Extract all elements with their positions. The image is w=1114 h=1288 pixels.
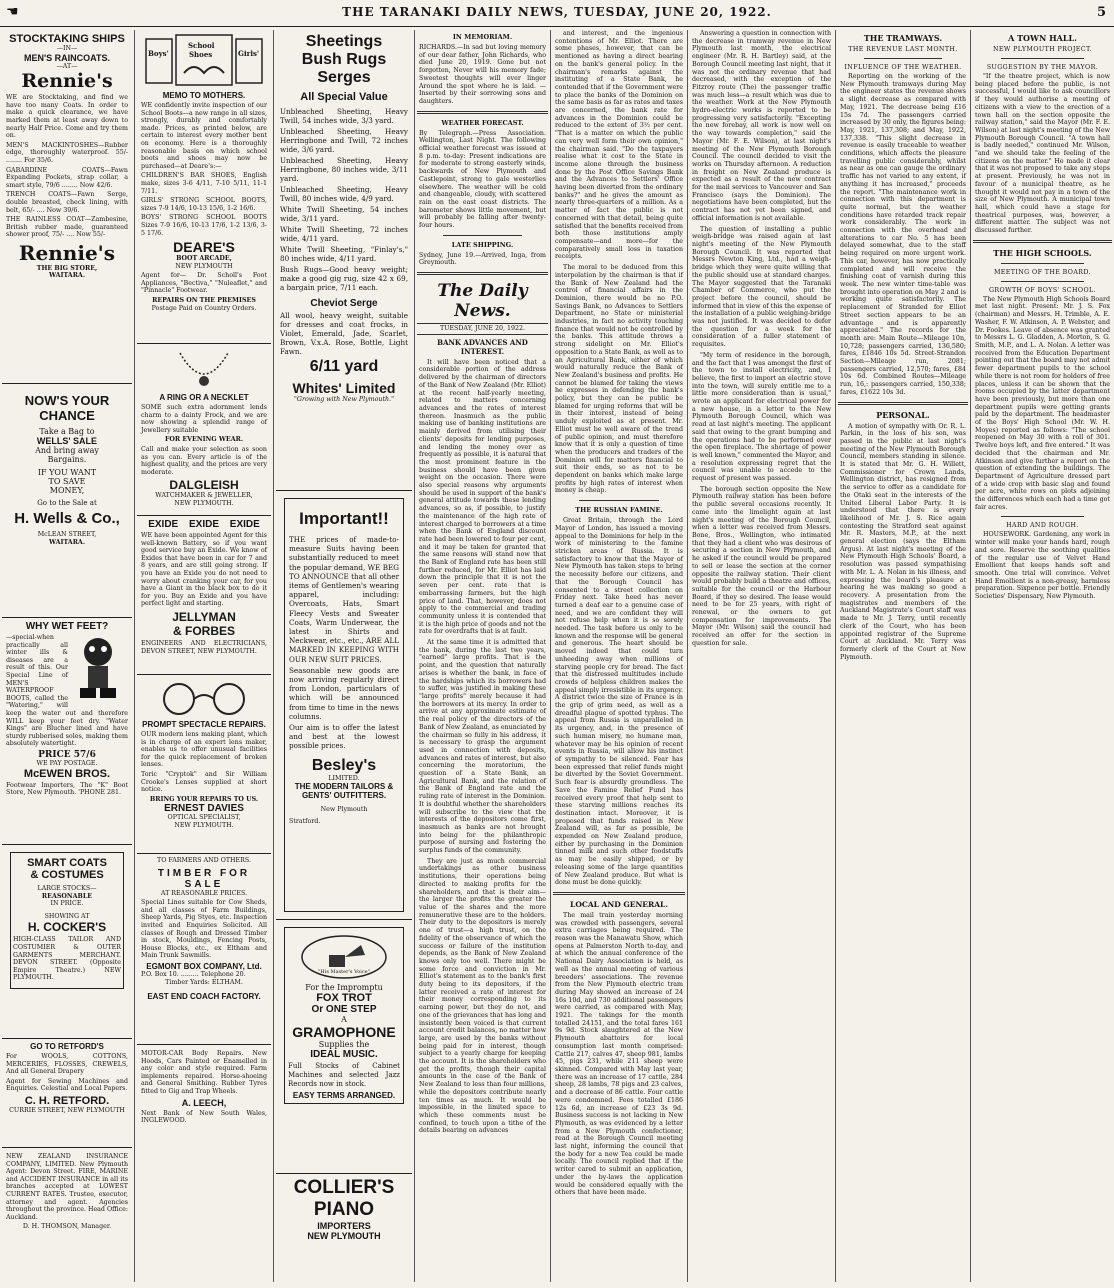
ad-line: Take a Bag to xyxy=(39,427,95,436)
ad-heading: GRAMOPHONE xyxy=(292,1024,396,1040)
ad-line: NEW PLYMOUTH xyxy=(307,1231,381,1241)
shop-name: ERNEST DAVIES xyxy=(164,803,244,815)
shop-address: NEW PLYMOUTH. xyxy=(174,821,234,829)
paragraph: The borough section opposite the New Plymouth railway station has been before the public several occasions recently. It came into the limelight again at last night's meeting of the Borough Council, when a letter was received from Messrs. Bone, Bros., Wellington, who intimated that they had a client who was desirous of securing a section in New Plymouth, and he asked if the council would be prepared to sell or lease the section at the corner opposite the railway station. Their client would probably build a theatre and offices, suitable for the council or the Harbour Board, if they so desired. The lease would need to be for 25 years, with right of renewal, or the owners to get compensation for improvements. The Mayor (Mr. Wilson) said the council had received an offer for the section in question for sale. xyxy=(692,485,831,647)
section-heading: LOCAL AND GENERAL. xyxy=(570,899,668,909)
shop-name: H. Wells & Co., xyxy=(14,510,120,527)
ad-body: NEW ZEALAND INSURANCE COMPANY, LIMITED. New Plymouth Agent: Devon Street. FIRE, MARINE and ACCIDENT INSURANCE in all its branches accepted at LOWEST CURRENT RATES. Trustee, executor, attorney and agent. Agencies throughout the province. Head Office: Auckland. xyxy=(6,1153,128,1221)
pointing-hand-icon: ☚ xyxy=(6,4,19,20)
ad-heading: GO TO RETFORD'S xyxy=(30,1042,104,1051)
column-rule xyxy=(687,30,688,1282)
shop-address: New Plymouth xyxy=(320,806,368,814)
ad-line: IN PRICE. xyxy=(50,900,84,908)
masthead xyxy=(0,0,1114,27)
ad-subheading: MEN'S RAINCOATS. xyxy=(24,52,110,63)
ad-heading: CHANCE xyxy=(39,408,95,423)
ad-body: Agent for Sewing Machines and Enquiries. Celestial and Local Papers. xyxy=(6,1077,128,1093)
editorial-heading: BANK ADVANCES AND INTEREST. xyxy=(437,337,528,356)
ad-heading: Or ONE STEP xyxy=(311,1004,377,1015)
local-news xyxy=(555,912,683,1197)
shop-name: Rennie's xyxy=(21,70,113,93)
divider xyxy=(864,58,942,59)
shop-name: DALGLEISH xyxy=(169,478,239,493)
paragraph: HOUSEWORK. Gardening, any work in winter will make your hands hard, rough and sore. Reserve the soothing qualities of the regular use of Velvet Hand Emollient that keeps hands soft and smooth. One trial will convince. Velvet Hand Emollient is a non-greasy, harmless preparation. Sixpence per bottle. Friendly Societies' Dispensary, New Plymouth. xyxy=(975,531,1110,601)
ad-heading: A RING OR A NECKLET xyxy=(159,393,249,402)
page-number: 5 xyxy=(1096,5,1106,20)
shop-name: DEARE'S xyxy=(173,239,235,256)
ad-line: WELLS' SALE xyxy=(36,436,98,446)
ad-price: PRICE 57/6 xyxy=(38,749,96,760)
column-6 xyxy=(690,30,833,1282)
memoriam-notice: RICHARDS.—In sad but loving memory of our dear father, John Richards, who died June 20, 1919. Gone but not forgotten, Never will his memory fade; Sweetest thoughts will ever linger Around the spot where he is laid. —Inserted by their sorrowing sons and daughters. xyxy=(419,44,546,105)
divider xyxy=(417,111,548,114)
ad-line: TO SAVE xyxy=(48,477,86,486)
ad-heading: TIMBER FOR SALE xyxy=(157,867,251,890)
paragraph: "If the theatre project, which is now being placed before the public, is not successful, I would like to ask councillors if they would authorise a meeting of citizens with a view to the erection of a town hall on the section opposite the railway station," said the Mayor (Mr. F. E. Wilson) at last night's meeting of the New Plymouth Borough Council. "A town hall is badly needed," continued Mr. Wilson, "and we should take the feeling of the citizens on the matter." He made it clear that it was not proposed to take any steps at present. Previously, he was not in favour of a municipal theatre, as he thought it would not pay in a town of the size of New Plymouth. A municipal town hall, which could have a stage for theatrical purposes, was, however, a different matter. The subject was not discussed further. xyxy=(975,73,1110,235)
ad-item: BOYS' STRONG SCHOOL BOOTS Sizes 7-9 16/6, 10-13 17/6, 1-2 13/6, 3-5 17/6. xyxy=(141,214,267,237)
shop-name: EGMONT BOX COMPANY, Ltd. xyxy=(146,961,262,971)
ad-heading: NOW'S YOUR xyxy=(24,393,110,408)
sign-label: School xyxy=(188,41,215,50)
paragraph: and interest, and the ingenious contentions of Mr. Elliot. There are some phases, however, that can be mentioned as having a direct bearing on the bank's general policy. In the chairman's remarks against the instituting of a State Bank, he contended that if the Government were to place the banks of the Dominion on the same basis as far as rates and taxes are concerned, the bank rate for advances in the Dominion could be reduced to the extent of 3½ per cent. "That is a matter on which the public can very well form their own opinion," the chairman said. "Do the taxpayers realise what it cost to the State in income alone through the business done by the Post Office Savings Bank and the Advances to Settlers' Office having been diverted from the ordinary banks?" and he gives the amount as nearly three-quarters of a million. As a matter of fact the public is not concerned with that detail, being quite satisfied that the benefits received from both those institutions amply compensate—and more—for the comparatively small loss in taxation receipts. xyxy=(555,30,683,261)
ad-line: IF YOU WANT xyxy=(37,468,97,477)
high-schools-article xyxy=(975,296,1110,512)
divider xyxy=(973,240,1112,243)
weather-forecast: By Telegraph.—Press Association. Wellington, Last Night. The following official weather forecast was issued at 8 p.m. to-day: Present indications are for moderate to strong easterly winds, backwards of New Plymouth and Castlepoint, strong to gale westerlies elsewhere. The weather will be cold and changeable, cloudy, with scattered rain on the east coast districts. The barometer shows little movement, but will probably be falling after twenty-four hours. xyxy=(419,129,546,230)
ad-heading: EXIDE EXIDE EXIDE xyxy=(148,519,260,530)
tramways-article xyxy=(840,73,966,397)
shop-address: LIMITED. xyxy=(328,774,360,782)
sign-label: Boys' xyxy=(148,49,169,58)
ad-body: All wool, heavy weight, suitable for dresses and coat frocks, in Violet, Emerald, Jade, Scarlet, Brown, V.x.A. Rose, Bottle, Light Fawn. xyxy=(280,311,408,356)
section-heading: PERSONAL. xyxy=(876,409,930,420)
sign-label: Girls' xyxy=(238,49,260,58)
retford-advert xyxy=(2,1039,132,1148)
rennies-advert xyxy=(2,30,132,384)
ad-line: For the Impromptu xyxy=(305,983,383,992)
divider xyxy=(1001,516,1084,517)
ad-price: 6/11 yard xyxy=(309,358,379,375)
ad-heading: & COSTUMES xyxy=(30,869,104,881)
column-4 xyxy=(417,30,548,1282)
ad-line: D. H. THOMSON, Manager. xyxy=(22,1223,112,1231)
ad-heading: FOX TROT xyxy=(316,992,372,1004)
shop-name: A. LEECH, xyxy=(181,1097,227,1108)
column-rule xyxy=(134,30,135,1282)
section-subheading: SUGGESTION BY THE MAYOR. xyxy=(986,64,1099,71)
council-news xyxy=(692,30,831,648)
his-masters-voice-logo xyxy=(299,933,389,981)
ad-item: Unbleached Sheeting, Heavy Twill, 54 inches wide, 3/3 yard. xyxy=(280,107,408,125)
section-heading: IN MEMORIAM. xyxy=(452,33,513,41)
paragraph: At the same time it is admitted that the bank, during the last two years, "earned" large profits. That is the point, and the question that naturally arises is whether the bank, in face of the hardships which its borrowers had to suffer, was justified in making these "large profits" merely because it had the borrowers at its mercy. In order to arrive at any approximate estimate of the real policy of the directors of the Bank of New Zealand, as enunciated by the chairman so fully in his address, it is necessary to grasp the argument used in connection with deposits, advances and rates of interest, but also concerning the moratorium, the question of a State Bank, an Agricultural Bank, and the relation of the Bank of England rate and the ruling rate of interest in the Dominion. It is doubtful whether the shareholders will subscribe to the view that the interests of the depositors come first, inasmuch as banks are not brought into being for the philanthropic purpose of nursing and fostering the surplus funds of the community. xyxy=(419,639,546,855)
divider xyxy=(417,272,548,275)
ad-heading: IDEAL MUSIC. xyxy=(310,1049,378,1060)
leech-advert xyxy=(137,1045,271,1132)
divider xyxy=(553,892,685,895)
ad-item: Unbleached Sheeting, Heavy Herringbone, 80 inches wide, 3/11 yard. xyxy=(280,156,408,183)
ad-line: FOR EVENING WEAR. xyxy=(164,436,244,444)
shop-address: Footwear Importers, The "K" Boot Store, New Plymouth. 'PHONE 281. xyxy=(6,781,128,797)
deares-advert xyxy=(137,30,271,344)
section-subheading: THE REVENUE LAST MONTH. xyxy=(848,46,958,53)
ad-line: Timber Yards: ELTHAM. xyxy=(165,978,243,986)
shop-address: NEW PLYMOUTH. xyxy=(174,499,234,507)
paragraph: The moral to be deduced from this interpolation by the chairman is that if the Bank of New Zealand had the control of financial affairs in the Dominion, there would be no P.O. Savings Bank, no Advances to Settlers Department, no State or ministerial industries, in fact no activity touching finance that would not be controlled by the banks. This attitude throws a strong sidelight on Mr. Elliot's opposition to a State Bank, as well as to an Agricultural Bank, either of which would naturally reduce the Bank of New Zealand's business and profits. He cannot be blamed for taking the views he expresses in defending the bank's policy, but they can be public be blamed for urging reforms that will be in their interest, instead of being unduly exploited as at present. Mr. Elliot must be well aware of the trend of public opinion, and must therefore know that it is only a question of time when the producers and traders of the Dominion will for matters financial to suit their ends, so as not to be dependent on banks which make large profits by high rates of interest when money is cheap. xyxy=(555,264,683,495)
section-heading: A TOWN HALL. xyxy=(1008,33,1077,43)
shop-name: McEWEN BROS. xyxy=(23,767,111,780)
famine-article xyxy=(555,517,683,887)
shop-name: Besley's xyxy=(311,756,377,774)
ad-item: Unbleached Sheeting, Heavy Herringbone and Twill, 72 inches wide, 3/6 yard. xyxy=(280,127,408,154)
ad-item: CHILDREN'S BAR SHOES, English make, sizes 3-6 4/11, 7-10 5/11, 11-1 7/11. xyxy=(141,172,267,195)
section-heading: LATE SHIPPING. xyxy=(451,240,514,249)
ad-line: IMPORTERS xyxy=(317,1221,371,1231)
divider xyxy=(443,235,522,236)
dalgleish-advert xyxy=(137,344,271,516)
ad-heading: Important!! xyxy=(299,509,389,528)
eltham-advert xyxy=(137,854,271,1045)
column-2 xyxy=(137,30,271,1282)
shop-address: WATCHMAKER & JEWELLER, xyxy=(155,492,253,500)
ad-item: White Twill Sheeting, 54 inches wide, 3/11 yard. xyxy=(280,205,408,223)
mcewen-advert xyxy=(2,618,132,845)
ad-line: REASONABLE xyxy=(41,892,93,900)
ad-body: Our aim is to offer the latest and best at the lowest possible prices. xyxy=(289,723,399,751)
column-rule xyxy=(550,30,551,1282)
insurance-advert xyxy=(2,1148,132,1236)
ad-line: Supplies the xyxy=(318,1040,370,1049)
ad-body: —special-when practically all winter ills & diseases are a result of this. Our Special Line of MEN'S WATERPROOF BOOTS, called the "Watering," will keep the water out and therefore WILL keep your feet dry. "Water Kings" are Blucher lined and have sturdy rubberised soles, making them absolutely watertight. xyxy=(6,634,128,748)
ad-body: Seasonable new goods are now arriving regularly direct from London, particulars of which will be announced from time to time in the news columns. xyxy=(289,665,399,721)
ad-item: TRENCH COATS—Fawn Serge, double breasted, check lining, with belt, 65/- .... Now 39/6. xyxy=(6,191,128,214)
ad-line: Postage Paid on Country Orders. xyxy=(151,304,257,312)
paragraph: It will have been noticed that a considerable portion of the address delivered by the chairman of directors of the Bank of New Zealand (Mr. Elliot) at the recent half-yearly meeting, related to matters concerning advances and the rates of interest thereon. Inasmuch as the public making use of banking institutions are mainly derived from utilising their clients' deposits for lending purposes, and lending the money over as frequently as possible, it is natural that the most prominent feature in the business should have been given weight on the occasion. There were also special reasons why arguments should be used in support of the bank's general attitude towards these lending advances, so as, if possible, to justify the maintenance of the high rate of interest charged to borrowers at a time when the Bank of England discount rate had been lowered to four per cent, and it may be taken for granted that the same reasons will stand now that the Bank of England rate has been still further reduced, for Mr. Elliot has laid down the principle that it is not the seven per cent. rate that is embarrassing farmers, but the high price of land. That, however, does not apply to the commercial and trading community unless it is contended that it is the high price of goods and not the rate for overdrafts that is at fault. xyxy=(419,358,546,636)
paragraph: The New Plymouth High Schools Board met last night. Present: Mr. J. S. Fox (chairman) and Messrs. H. Trimble, A. E. Washer, F. W. Atkinson, A. P. Webster, and Dr. Fookes. Leave of absence was granted to Messrs L. G. Gladden, A. Morton, S. G. Smith, M.P., and L. A. Nolan. A letter was received from the Education Department pointing out that the board may not admit fewer department pupils to the school while there is not room for holders of free places, unless it can be shown that the rooms occupied by the latter department have been previously, but more than one department pupils were getting grants paid by the department. The headmaster of the Boys' High School (Mr. W. H. Moyes) reported as follows: "The school reopened on May 30 with a roll of 301. Twelve boys left, and five entered." It was decided that the chairman and Mr. Atkinson and give further a report on the question of extending the buildings. The Department of Agriculture dressed part of a wide crop with basic slag and found per acre, white rows on plots adjoining the differences which each had a time got fair acres. xyxy=(975,295,1110,511)
shop-address: HIGH-CLASS TAILOR AND COSTUMIER & OUTER GARMENTS MERCHANT. DEVON STREET. (Opposite Empire Theatre.) NEW PLYMOUTH. xyxy=(13,936,121,982)
shop-address: THE MODERN TAILORS & GENTS' OUTFITTERS. xyxy=(294,782,394,801)
necklace-illustration xyxy=(174,349,234,391)
ad-line: And bring away xyxy=(35,446,99,455)
shop-address: CURRIE STREET, NEW PLYMOUTH xyxy=(9,1106,125,1114)
shop-slogan: "Growing with New Plymouth." xyxy=(294,396,394,403)
ad-line: TO FARMERS AND OTHERS. xyxy=(157,857,251,864)
ad-item: White Twill Sheeting, 72 inches wide, 4/11 yard. xyxy=(280,225,408,243)
ad-body: MOTOR-CAR Body Repairs. New Hoods, Cars Painted or Enamelled in any color and style required. Farm implements repaired. Horse-shoeing and General Smithing. Rubber Tyres fitted to Gig and Trap Wheels. xyxy=(141,1050,267,1095)
ad-item: Bush Rugs—Good heavy weight; make a good gig rug, size 42 x 69, a bargain price, 7/11 each. xyxy=(280,265,408,292)
shop-name: & FORBES xyxy=(172,623,235,638)
divider xyxy=(579,500,658,501)
ad-line: Bargains. xyxy=(47,455,87,464)
ad-body: Agent for— Dr. Scholl's Foot Appliances, "Bectiva," "Nuleaflet," and "Pinnacle" Footwear. xyxy=(141,272,267,295)
column-3 xyxy=(276,30,412,1282)
ad-heading: SMART COATS xyxy=(27,857,107,869)
column-rule xyxy=(970,30,971,1282)
divider xyxy=(1001,58,1084,59)
paragraph: The mail train yesterday morning was crowded with passengers, several extra carriages being required. The reason was the Manawatu Show, which opens at Palmerston North to-day, and at which the annual conference of the National Dairy Association is held, as well as the annual meeting of various breeders' associations. The revenue from the New Plymouth electric tram during May showed an increase of 24 16s 10d, and 730 additional passengers were carried, as compared with May, 1921. The takings for the month totalled 24151, and the total fares 161 9s 9d. Stock slaughtered at the New Plymouth abattoirs for local consumption last month comprised: Cattle 217, calves 47, sheep 981, lambs 45, pigs 231, while 211 sheep were skinned. Compared with May last year, there was an increase of 17 cattle, 284 sheep, 28 lambs, 78 pigs and 23 calves, and a decrease of 86 cattle. Four cattle were condemned. Fees totalled £186 12s 6d, an increase of £23 3s 9d. Business success is not lacking in New Plymouth, as was evidenced by a letter from a New Plymouth confectioner, read at the Borough Council meeting last night, informing the council that the body for a new Tea could be made locally. The council replied that if the writer cared to submit an application, under the by-laws the application would be considered equally with the others that have been made. xyxy=(555,911,683,1197)
shop-name: EAST END COACH FACTORY. xyxy=(147,992,261,1002)
boot-figure-illustration xyxy=(70,634,126,704)
ad-body: WE confidently invite inspection of our School Boots—a new range in all sizes, strongly, durably and comfortably made. Prices, as printed below, are certain to interest every mother bent on economy. Here is a thoroughly reasonable basis on which school boots and shoes may now be purchased—at Deare's:— xyxy=(141,102,267,170)
besley-advert xyxy=(276,491,412,920)
divider xyxy=(1001,263,1084,264)
ad-line: REPAIRS ON THE PREMISES xyxy=(152,297,256,305)
shop-name: Whites' Limited xyxy=(292,380,396,396)
wells-advert xyxy=(2,384,132,618)
divider xyxy=(1001,281,1084,282)
dateline: TUESDAY, JUNE 20, 1922. xyxy=(417,323,548,335)
town-hall-article xyxy=(975,73,1110,235)
ad-body: THE prices of made-to-measure Suits having been substantially reduced to meet the popular demand, WE BEG TO ANNOUNCE that all other items of Gentlemen's wearing apparel, including: Overcoats, Hats, Smart Fleecy Vests and Sweater Coats, Warm Underwear, the latest in Shirts and Neckwear, etc., etc., ARE ALL MARKED IN KEEPING WITH OUR NEW SUIT PRICES. xyxy=(289,535,399,664)
editorial-continued xyxy=(555,30,683,495)
column-5 xyxy=(553,30,685,1282)
ad-item: White Twill Sheeting, "Finlay's," 80 inches wide, 4/11 yard. xyxy=(280,245,408,263)
paragraph: Great Britain, through the Lord Mayor of London, has issued a moving appeal to the Dominions for help in the work of ministering to the famine stricken areas of Russia. It is satisfactory to know that the Mayor of New Plymouth has taken steps to bring the necessity before our citizens, and that the Borough Council has consented to a street collection on Friday next. Take heed has never turned a deaf ear to a genuine case of need, and we are confident they will not refuse help when it is so sorely needed. The task before us only to be known and the response will be general and generous. The heart should be moved indeed that could turn unheeding away when millions of starving people cry for bread. The fact that the distressed multitudes include crowds of helpless children makes the appeal simply irresistible in its urgency. A district twice the size of France is in the grip of grim need, as well as a dreadful plague of spotted typhus. The appeal from Russia is unparalleled in its urgency, and, in the presence of such human misery, no humane man, whatever may be his opinion of recent events in Russia, will allow his instinct of sympathy to be silenced. Fear has been expressed that relief funds might be diverted by the Soviet Government. Such fear is absurdly groundless. The Save the Famine Relief Fund has received every proof that help sent to these starving millions reaches its destination intact. Moreover, it is proposed that funds raised in New Zealand will, as far as possible, be expended on New Zealand produce, either by purchasing in the Dominion tinned milk and such other foodstuffs as may be easily shipped, or by releasing some of the large quantities of New Zealand produce. But what is done must be done quickly. xyxy=(555,517,683,887)
section-subheading: NEW PLYMOUTH PROJECT. xyxy=(992,46,1093,53)
shop-address: Stratford. xyxy=(289,817,321,825)
shop-name: COLLIER'S xyxy=(293,1177,395,1198)
ad-border-box xyxy=(10,852,124,989)
personal-column xyxy=(840,423,966,662)
shop-address: NEW PLYMOUTH xyxy=(175,262,233,270)
ad-heading: Sheetings xyxy=(305,33,383,50)
davies-advert xyxy=(137,675,271,854)
column-rule xyxy=(414,30,415,1282)
whites-advert xyxy=(276,30,412,491)
spectacles-illustration xyxy=(149,680,259,718)
ad-item: Unbleached Sheeting, Heavy Twill, 80 inches wide, 4/9 yard. xyxy=(280,185,408,203)
ad-item: GABARDINE COATS—Fawn Expanding Pockets, strap collar, a smart style, 79/6 ........ Now 42/6. xyxy=(6,166,128,189)
ad-line: MONEY, xyxy=(49,486,85,495)
gramophone-advert xyxy=(276,920,412,1174)
section-subheading: HARD AND ROUGH. xyxy=(1006,522,1079,530)
column-rule xyxy=(273,30,274,1282)
paragraph: A motion of sympathy with Or. R. L. Parkin, in the loss of his son, was passed in the public at last night's meeting of the New Plymouth Borough Council, members standing in silence. It is stated that Mr. G. H. Willett, Commissioner for Crown Lands, Wellington district, has resigned from the service to offer as a candidate for the Otaki seat in the interests of the United Liberal Labor Party. It is understood that there is every likelihood of Mr. J. S. Rice again contesting the Stratford seat against Mr. R. Masters, M.P., at the next general election (says the Eltham Argus). At last night's meeting of the New Plymouth High Schools' Board, a resolution was passed sympathising with Mr. L. A. Nolan in his illness, and expressing the board's pleasure at hearing he was making so good a recovery. A presentation from the magistrates and members of the Auckland Magistrate's Court staff was made to Mr. J. Terry, until recently clerk of the Court, who has been appointed registrar of the Supreme Court at Auckland. Mr. Terry was formerly clerk of the Court at New Plymouth. xyxy=(840,422,966,661)
section-heading: THE RUSSIAN FAMINE. xyxy=(575,506,663,515)
paragraph: "My term of residence in the borough, and the fact that I was amongst the first of the town to install electricity, and, I believe, the first to import an electric stove into the town, will surely entitle me to a little more consideration than is usual," wrote an applicant for electrical power for a new house, in a letter to the New Plymouth Borough Council, which was read at last night's meeting. The applicant said that owing to the grant bumping and the operations had to be performed over the open fireplace. The shortage of power is well known," commented the Mayor, and a resolution expressing regret that the council was unable to accede to the request of present was passed. xyxy=(692,351,831,483)
ad-heading: WHY WET FEET? xyxy=(25,621,109,632)
ad-border-box xyxy=(284,498,404,912)
ad-body: OUR modern lens making plant, which is in charge of an expert lens maker, enables us to offer unusual facilities for the quick replacement of broken lenses. xyxy=(141,731,267,769)
shop-address: WAITARA. xyxy=(48,272,86,280)
section-subheading: INFLUENCE OF THE WEATHER. xyxy=(844,64,962,71)
shop-address: THE BIG STORE, xyxy=(36,264,98,272)
ad-body: SOME such extra adornment lends charm to a dainty Frock, and we are now showing a splendid range of Jewellery suitable xyxy=(141,404,267,434)
masthead-title: THE TARANAKI DAILY NEWS, TUESDAY, JUNE 20, 1922. xyxy=(342,5,772,19)
ad-line: Go to the Sale at xyxy=(37,499,97,507)
ad-body: WE have been appointed Agent for this well-known Battery, so if you want good service buy an Exide. We know of Exides that have been in car for 7 and 8 years, and are still going strong. If you have an Exide you do not need to worry about cranking your car, for you have a Giant in the black box to do it for you. Buy an Exide and you have perfect light and starting. xyxy=(141,532,267,608)
section-heading: THE TRAMWAYS. xyxy=(863,33,943,43)
shop-name: PIANO xyxy=(313,1199,375,1220)
ad-line: WE PAY POSTAGE. xyxy=(36,759,98,767)
paragraph: They are just as much commercial undertakings as other business institutions, their operations being directed to making profits for the shareholders, and that is their aim—the larger the profits the greater the value of the shares and the more remunerative these are to the holders. Their duty to the depositors is merely one of trust—a high trust, on the fidelity of the observance of which the success or failure of the institution depends, as the Bank of New Zealand knows only too well. There might be some force and conviction in Mr. Elliot's statement as to the bank's first duty being to its depositors, if the latter received a rate of interest for their money corresponding to its earning power, but they do not, and one of the grievances that has long and insistently been voiced is that current account credit balances, no matter how large, are used by the banks without being paid for in interest, though subject to a yearly charge for keeping the account. It is the shareholders who get the profits, though their capital amounts in the case of the Bank of New Zealand to less than four millions, while the depositors contribute nearly ten times as much. It would be impossible, in the limited space to which these comments must be confined, to touch upon a tithe of the details bearing on advances xyxy=(419,857,546,1135)
ad-body: WE are Stocktaking, and find we have too many Coats. In order to make a quick clearance, we have marked them at least away down to nearly Half Price. Come and try them on. xyxy=(6,94,128,140)
shipping-notice: Sydney, June 19.—Arrived, Inga, from Greymouth. xyxy=(419,251,546,267)
newspaper-nameplate: The Daily News. xyxy=(437,281,528,322)
shop-address: BOOT ARCADE, xyxy=(176,255,232,263)
logo-caption: "His Master's Voice" xyxy=(318,969,370,975)
colliers-advert xyxy=(276,1174,412,1246)
ad-item: MEN'S MACKINTOSHES—Rubber edge, thoroughly waterproof. 55/- ........ For 35/6. xyxy=(6,141,128,164)
shop-sign-illustration xyxy=(144,33,264,91)
ad-item: THE RAINLESS COAT—Zambesine, British rubber made, guaranteed shower proof, 75/- .... Now 55/- xyxy=(6,216,128,239)
ad-subheading: —IN— xyxy=(56,45,78,52)
ad-line: AT REASONABLE PRICES. xyxy=(160,889,248,897)
ad-body: Special Lines suitable for Cow Sheds, and all classes of Farm Buildings, Sheep Yards, Pig Styes, etc. Inspection invited and Enquiries Solicited. All classes of Rough and Dressed Timber in stock, Mouldings, Fencing Posts, House Blocks, etc., ex Eltham and Main Trunk Sawmills. xyxy=(141,899,267,960)
sign-label: Shoes xyxy=(189,50,213,59)
shop-address: ENGINEERS AND ELECTRICIANS, DEVON STREET, NEW PLYMOUTH. xyxy=(141,639,267,655)
section-heading: THE HIGH SCHOOLS. xyxy=(993,247,1092,258)
shop-name: Rennie's xyxy=(18,240,116,265)
shop-address: OPTICAL SPECIALIST, xyxy=(167,814,241,822)
paragraph: Reporting on the working of the New Plymouth tramways during May the engineer states the revenue shows a slight decrease as compared with May, 1921. The decrease being £16 15s 7d. The passengers carried increased by 30 only, the figures being: May, 1921, 137,308; and May, 1922, 137,338. "This slight decrease in revenue is easily traceable to weather conditions, which affects the pleasure travelling public considerably, whilst as near as one can gauge the ordinary traffic has not varied to any extent, if anything it has increased," proceeds the report. "The maintenance work in connection with this department is quite normal, but the weather conditions have retarded track repair work considerably. The work in connection with the overhead and alterations to car No. 5 has been delayed somewhat, due to the staff being required on more urgent work. This car, however, has now practically completed and will receive the finishing coat of varnish during this week. The new winter time-table was brought into operation on May 2 and is working quite satisfactorily. The replacement of Stranded for Elliot Street section appears to be an advantage and is apparently appreciated." The records for the month are: Main Route—Mileage 10n, 10,728; passengers carried, 136,580; fares, £1846 10s 5d. Street-Strandon Section—Mileage run, 2081; passengers carried, 12,570; fares, £84 10s 6d. Combined Routes—Mileage run, 16,: passengers carried, 150,338; fares, £1622 10s 3d. xyxy=(840,73,966,396)
ad-line: LARGE STOCKS— xyxy=(37,885,97,892)
ad-subheading: Cheviot Serge xyxy=(310,298,378,309)
ad-body: For WOOLS, COTTONS, MERCERIES, FLOSSES, CREWELS, And all General Drapery xyxy=(6,1053,128,1076)
divider xyxy=(838,402,968,405)
ad-heading: STOCKTAKING SHIPS xyxy=(9,33,125,45)
cocker-advert xyxy=(2,845,132,1039)
section-subheading: GROWTH OF BOYS' SCHOOL. xyxy=(988,286,1097,294)
ad-line: BRING YOUR REPAIRS TO US. xyxy=(149,795,259,803)
column-8 xyxy=(973,30,1112,1282)
ad-line: A xyxy=(341,1015,347,1024)
hand-emollient-notice xyxy=(975,531,1110,600)
ad-line: P.O. Box 10. ......... Telephone 20. xyxy=(141,970,246,978)
column-rule xyxy=(835,30,836,1282)
section-subheading: MEETING OF THE BOARD. xyxy=(993,268,1092,276)
exide-advert xyxy=(137,516,271,675)
shop-name: H. COCKER'S xyxy=(27,920,107,935)
ad-subheading: —AT— xyxy=(56,62,78,70)
shop-address: Next Bank of New South Wales, INGLEWOOD. xyxy=(141,1109,267,1125)
ad-border-box xyxy=(284,927,404,1104)
paragraph: The question of installing a public weigh-bridge was raised again at last night's meeting of the New Plymouth Borough Council. It was reported that Messrs Newton King, Ltd., had a weigh-bridge which they were quite willing that the public should use at standard charges. The Mayor suggested that the Taranaki Chamber of Commerce, who put the project before the council, should be informed that in view of this the expense of the installation of a public weighing-bridge was not justified. It was decided to defer the question for a week for the consideration of a fuller statement of requisites. xyxy=(692,225,832,349)
ad-item: GIRLS' STRONG SCHOOL BOOTS, sizes 7-9 14/6, 10-13 15/6, 1-2 16/6. xyxy=(141,197,267,212)
shop-name: C. H. RETFORD. xyxy=(24,1094,110,1107)
shop-address: WAITARA. xyxy=(48,538,86,546)
ad-body: Call and make your selection as soon as you can. Every article is of the highest quality, and the prices are very moderate. xyxy=(141,445,267,476)
ad-line: SHOWING AT xyxy=(44,912,90,920)
ad-heading: Bush Rugs xyxy=(301,51,387,68)
ad-heading: All Special Value xyxy=(300,91,388,103)
editorial-body xyxy=(419,359,546,1135)
column-7 xyxy=(838,30,968,1282)
ad-heading: PROMPT SPECTACLE REPAIRS. xyxy=(142,720,266,729)
ad-line: EASY TERMS ARRANGED. xyxy=(292,1091,396,1100)
ad-heading: Serges xyxy=(317,69,371,86)
paragraph: Answering a question in connection with the decrease in tramway revenue in New Plymouth last month, the electrical engineer (Mr. R. H. Bartley) said, at the Borough Council meeting last night, that it was not the ordinary revenue that had decreased, with the exception of the Fitzroy route (The) the passenger traffic was much less—a result which was due to the weather. Work at the New Plymouth hydro-electric works is reported to be progressing very satisfactorily. "Excepting the new forebay, all work is now well on the way towards completion," said the Mayor (Mr. F. E. Wilson), at last night's meeting of the New Plymouth Borough Council. The council decided to visit the works on Thursday afternoon. A reduction in freight on New Zealand produce is expected as a result of the new contract for the mail services to Vancouver and San Francisco (says the Dominion). The negotiations have been completed, but the contract has not yet been signed, and official information is not available. xyxy=(692,30,831,222)
ad-heading: MEMO TO MOTHERS. xyxy=(162,91,246,100)
ad-body: Full Stocks of Cabinet Machines and selected Jazz Records now in stock. xyxy=(288,1062,400,1088)
ad-body: Toric "Cryptok" and Sir William Crooke's Lenses supplied at short notice. xyxy=(141,770,267,794)
section-heading: WEATHER FORECAST. xyxy=(441,118,524,127)
shop-name: JELLYMAN xyxy=(172,609,236,624)
column-1 xyxy=(2,30,132,1282)
shop-address: McLEAN STREET, xyxy=(37,531,97,538)
